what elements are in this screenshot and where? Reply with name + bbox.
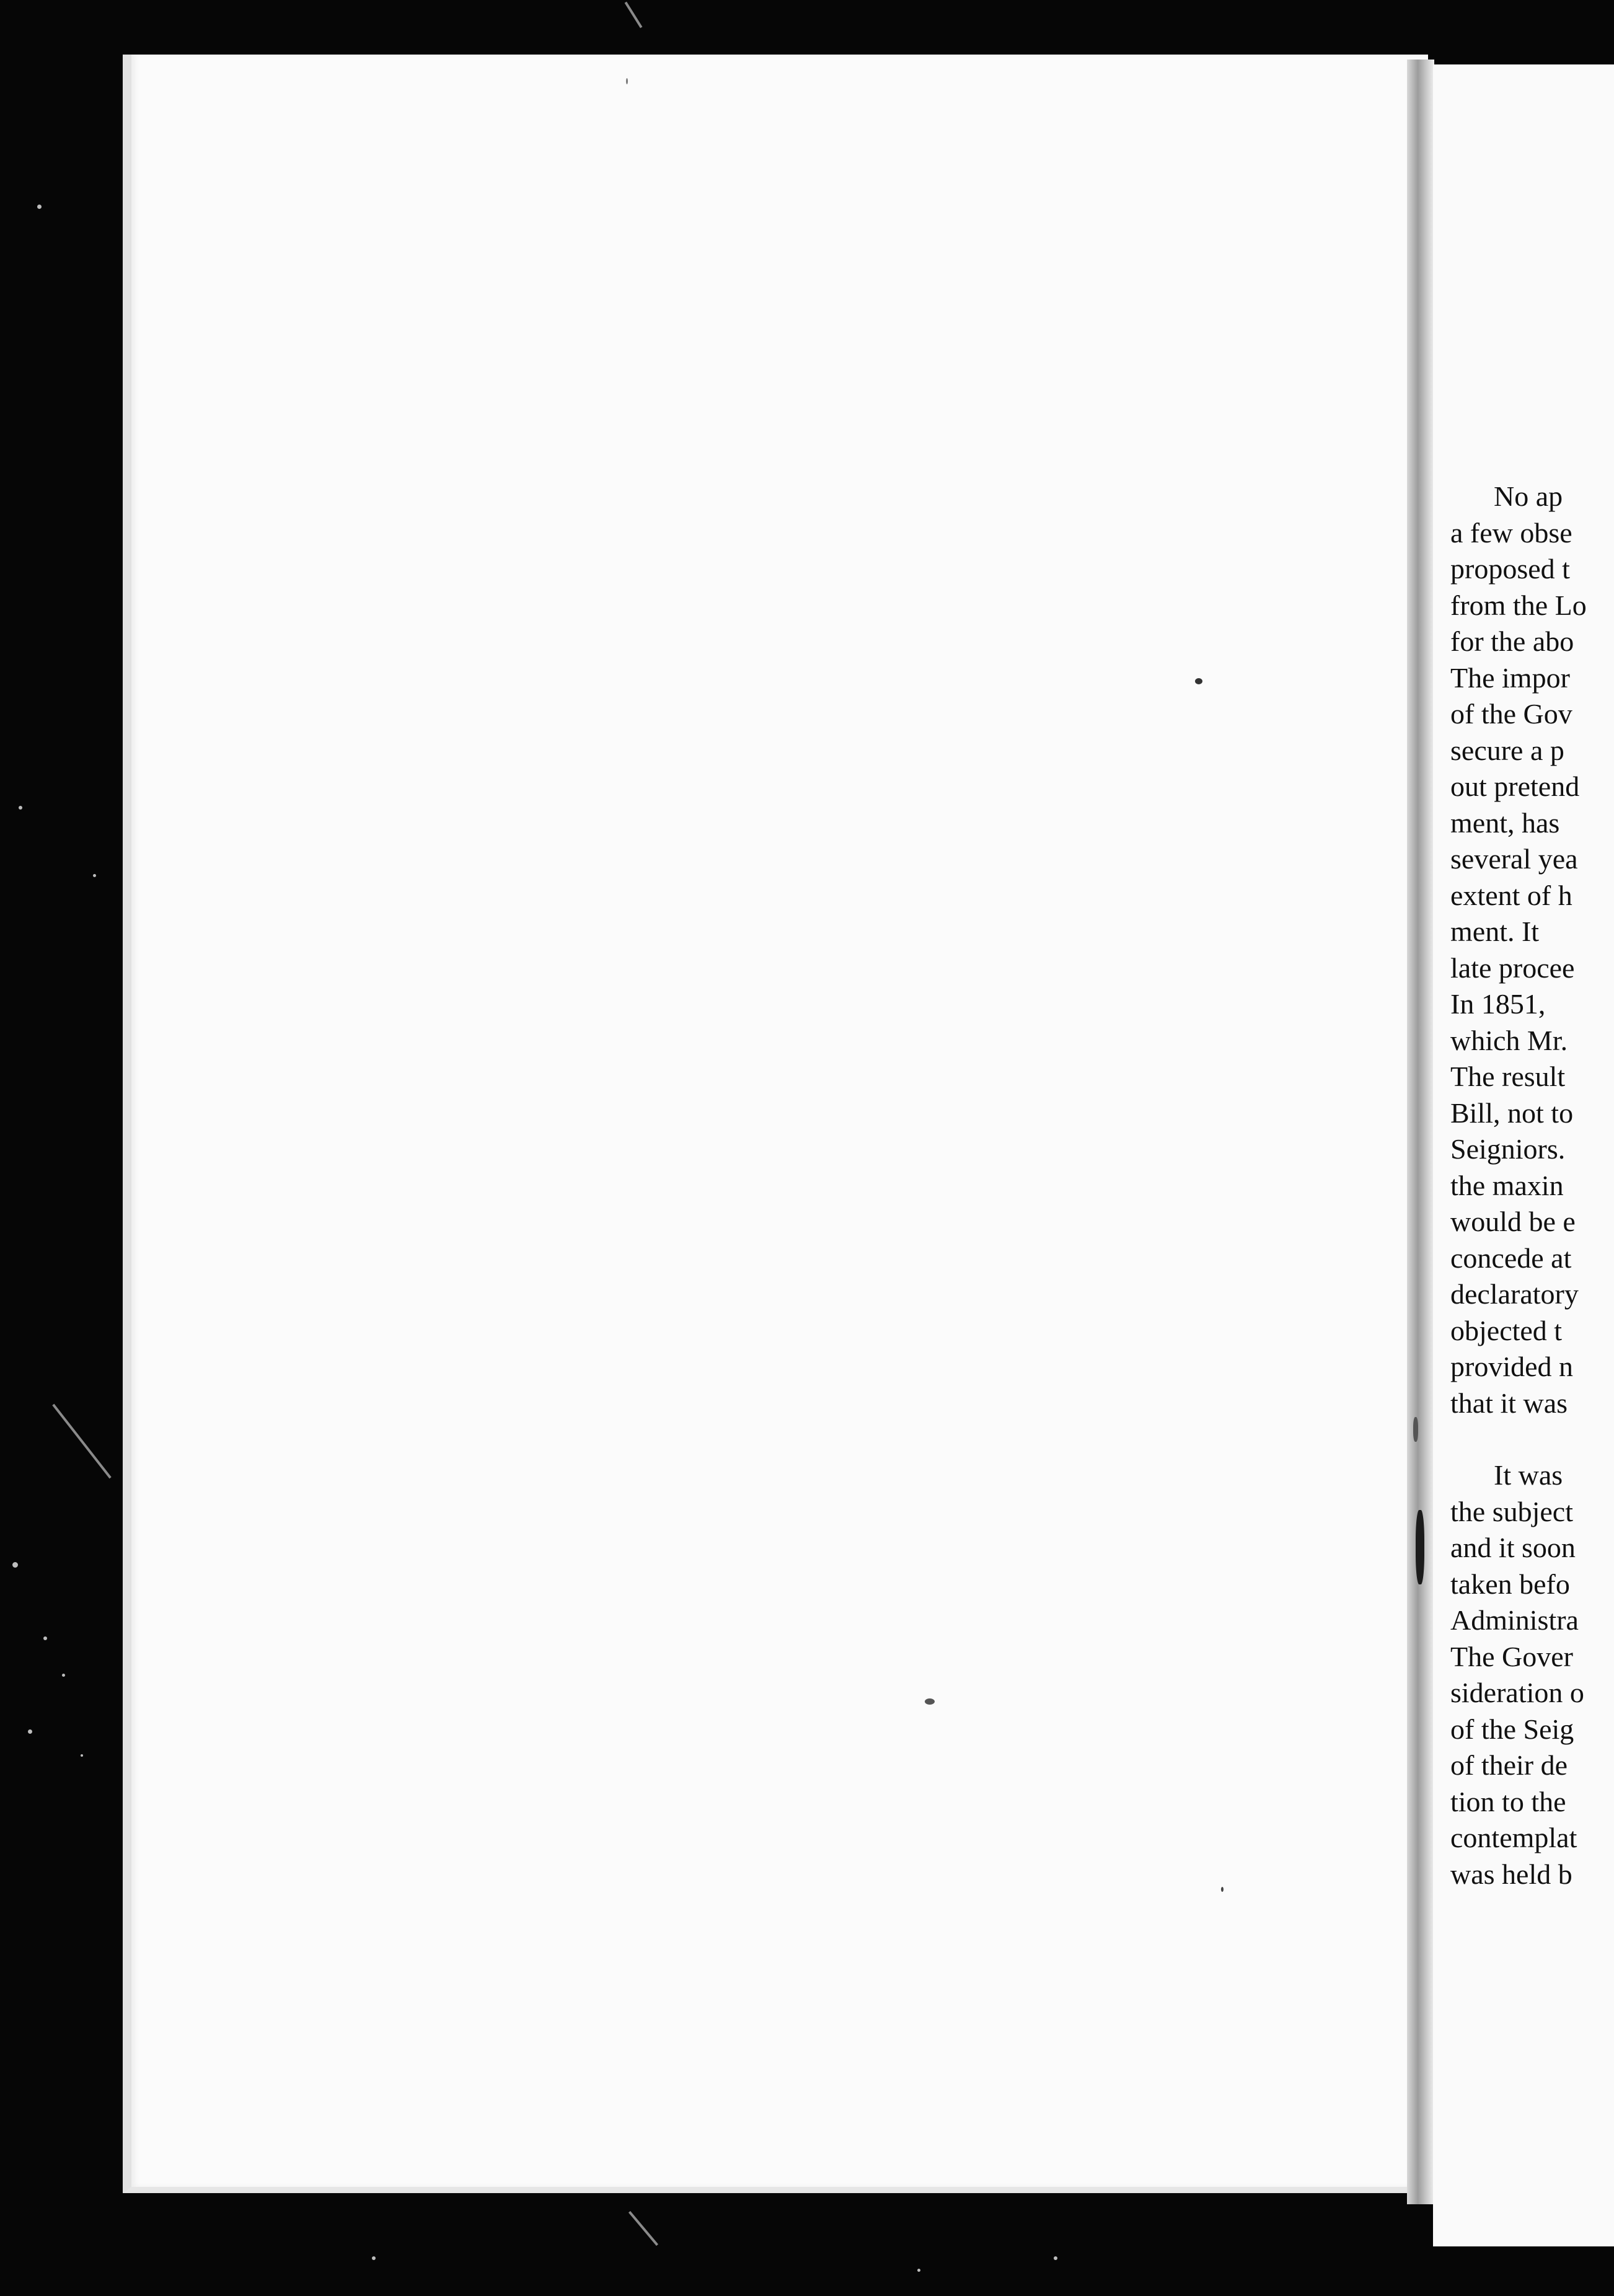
text-line: contemplat	[1450, 1822, 1577, 1853]
scan-scratch	[625, 2, 643, 29]
text-line: ment, has	[1450, 806, 1560, 839]
text-line: was held b	[1450, 1858, 1572, 1890]
scan-scratch	[52, 1404, 112, 1479]
gutter-ink-mark	[1413, 1417, 1418, 1442]
text-line: and it soon	[1450, 1532, 1576, 1563]
text-line: the subject	[1450, 1495, 1573, 1527]
scan-speck	[28, 1729, 32, 1734]
text-line: Seigniors.	[1450, 1133, 1566, 1165]
text-line: declaratory	[1450, 1278, 1579, 1310]
text-line: ment. It	[1450, 916, 1540, 947]
scan-speck	[1054, 2256, 1057, 2260]
text-line: It was	[1494, 1459, 1563, 1491]
text-line: The result	[1450, 1061, 1566, 1092]
scan-speck	[917, 2269, 920, 2272]
gutter-ink-mark	[1416, 1510, 1424, 1584]
scan-speck	[81, 1754, 83, 1757]
scan-speck	[37, 205, 42, 209]
text-line: provided n	[1450, 1351, 1574, 1382]
text-line: which Mr.	[1450, 1024, 1568, 1056]
page-speck	[1221, 1887, 1224, 1892]
blank-left-page	[123, 55, 1428, 2193]
page-speck	[626, 78, 628, 84]
scan-speck	[43, 1636, 47, 1640]
text-line: of the Gov	[1450, 698, 1572, 730]
text-line: several yea	[1450, 843, 1578, 875]
text-line: taken befo	[1450, 1568, 1570, 1600]
scan-scratch	[628, 2211, 658, 2246]
text-line: from the Lo	[1450, 589, 1587, 621]
text-line: Administra	[1450, 1604, 1579, 1636]
text-line: of the Seig	[1450, 1713, 1574, 1745]
text-line: concede at	[1450, 1242, 1572, 1274]
scan-speck	[12, 1562, 18, 1568]
text-line: In 1851,	[1450, 988, 1546, 1020]
text-line: of their de	[1450, 1749, 1568, 1781]
page-speck	[1195, 678, 1202, 684]
text-line: proposed t	[1450, 553, 1570, 585]
scan-speck	[372, 2256, 376, 2260]
text-column	[1450, 479, 1614, 1892]
text-line: objected t	[1450, 1314, 1563, 1346]
text-line: that it was	[1450, 1387, 1568, 1419]
scan-speck	[62, 1674, 65, 1677]
text-line: The Gover	[1450, 1640, 1573, 1672]
text-line: for the abo	[1450, 625, 1574, 657]
text-line: No ap	[1494, 480, 1563, 512]
text-line: tion to the	[1450, 1785, 1566, 1817]
binding-gutter	[1407, 60, 1434, 2204]
text-line: would be e	[1450, 1206, 1576, 1237]
paragraph-gap	[1450, 1421, 1614, 1457]
text-line: Bill, not to	[1450, 1097, 1574, 1129]
page-speck	[925, 1698, 935, 1705]
text-line: sideration o	[1450, 1677, 1584, 1708]
scan-speck	[93, 874, 96, 877]
text-line: secure a p	[1450, 734, 1564, 766]
text-line: out pretend	[1450, 770, 1580, 802]
text-line: late procee	[1450, 952, 1575, 984]
text-line: a few obse	[1450, 516, 1572, 549]
text-line: The impor	[1450, 661, 1570, 694]
scan-speck	[19, 806, 22, 810]
text-line: extent of h	[1450, 879, 1572, 911]
text-line: the maxin	[1450, 1169, 1564, 1201]
right-text-page	[1433, 64, 1614, 2246]
